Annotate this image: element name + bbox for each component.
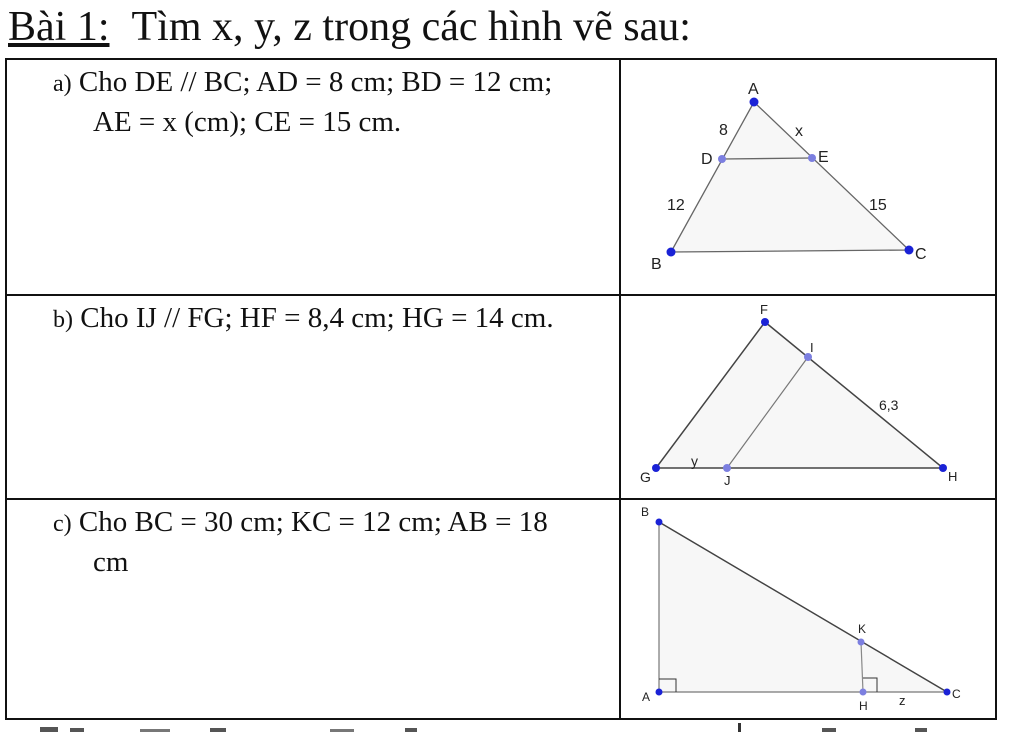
- figure-cell-a: [620, 59, 996, 295]
- point-c: [905, 246, 914, 255]
- label-d: D: [701, 151, 713, 168]
- figure-c-right-triangle-abc: [621, 500, 995, 718]
- problem-c-text: [7, 500, 619, 581]
- point-b: [656, 519, 663, 526]
- point-k: [858, 639, 865, 646]
- problem-c-letter: c): [53, 511, 72, 537]
- label-a: A: [642, 690, 651, 704]
- label-j: J: [724, 473, 731, 488]
- problem-text-cell-a: [6, 59, 620, 295]
- problem-text-cell-b: [6, 295, 620, 499]
- point-g: [652, 464, 660, 472]
- triangle-fgh: [656, 322, 943, 468]
- label-f: F: [760, 302, 768, 317]
- label-i: I: [810, 340, 814, 355]
- problem-a-letter: a): [53, 71, 72, 97]
- figure-cell-c: [620, 499, 996, 719]
- label-b: B: [641, 505, 650, 519]
- point-h: [860, 689, 867, 696]
- label-h: H: [948, 469, 958, 484]
- figure-cell-b: [620, 295, 996, 499]
- point-a: [656, 689, 663, 696]
- label-b: B: [651, 256, 662, 273]
- label-c: C: [952, 687, 961, 701]
- figure-b-triangle-fgh: [621, 296, 995, 498]
- next-line-partial: [0, 723, 1024, 732]
- exercise-instruction: Tìm x, y, z trong các hình vẽ sau:: [131, 4, 691, 50]
- problem-row-a: [6, 59, 996, 295]
- exercise-table: [5, 58, 997, 720]
- problem-c-line1: Cho BC = 30 cm; KC = 12 cm; AB = 18: [78, 506, 548, 538]
- exercise-number: Bài 1:: [8, 4, 110, 50]
- point-a: [750, 98, 759, 107]
- problem-c-line2: cm: [93, 546, 129, 578]
- point-d: [718, 155, 726, 163]
- length-ce: 15: [869, 197, 887, 214]
- problem-b-line1: Cho IJ // FG; HF = 8,4 cm; HG = 14 cm.: [80, 302, 554, 334]
- point-f: [761, 318, 769, 326]
- length-ae-x: x: [795, 123, 803, 140]
- figure-a-triangle-ade-bc: [621, 60, 995, 294]
- point-e: [808, 154, 816, 162]
- point-j: [723, 464, 731, 472]
- problem-b-letter: b): [53, 307, 73, 333]
- length-ad: 8: [719, 122, 728, 139]
- problem-a-line1: Cho DE // BC; AD = 8 cm; BD = 12 cm;: [78, 66, 553, 98]
- problem-b-text: [7, 296, 619, 339]
- problem-a-text: [7, 60, 619, 141]
- problem-row-c: [6, 499, 996, 719]
- length-bd: 12: [667, 197, 685, 214]
- exercise-heading: [8, 2, 691, 52]
- label-k: K: [858, 622, 867, 636]
- point-h: [939, 464, 947, 472]
- problem-row-b: [6, 295, 996, 499]
- problem-a-line2: AE = x (cm); CE = 15 cm.: [93, 106, 402, 138]
- length-gj-y: y: [691, 453, 698, 469]
- length-ih: 6,3: [879, 397, 899, 413]
- label-e: E: [818, 149, 829, 166]
- length-hc-z: z: [899, 693, 906, 708]
- problem-text-cell-c: [6, 499, 620, 719]
- point-c: [944, 689, 951, 696]
- triangle-abc: [671, 102, 909, 252]
- label-a: A: [748, 81, 759, 98]
- label-c: C: [915, 246, 927, 263]
- label-g: G: [640, 469, 651, 485]
- label-h: H: [859, 699, 868, 713]
- point-b: [667, 248, 676, 257]
